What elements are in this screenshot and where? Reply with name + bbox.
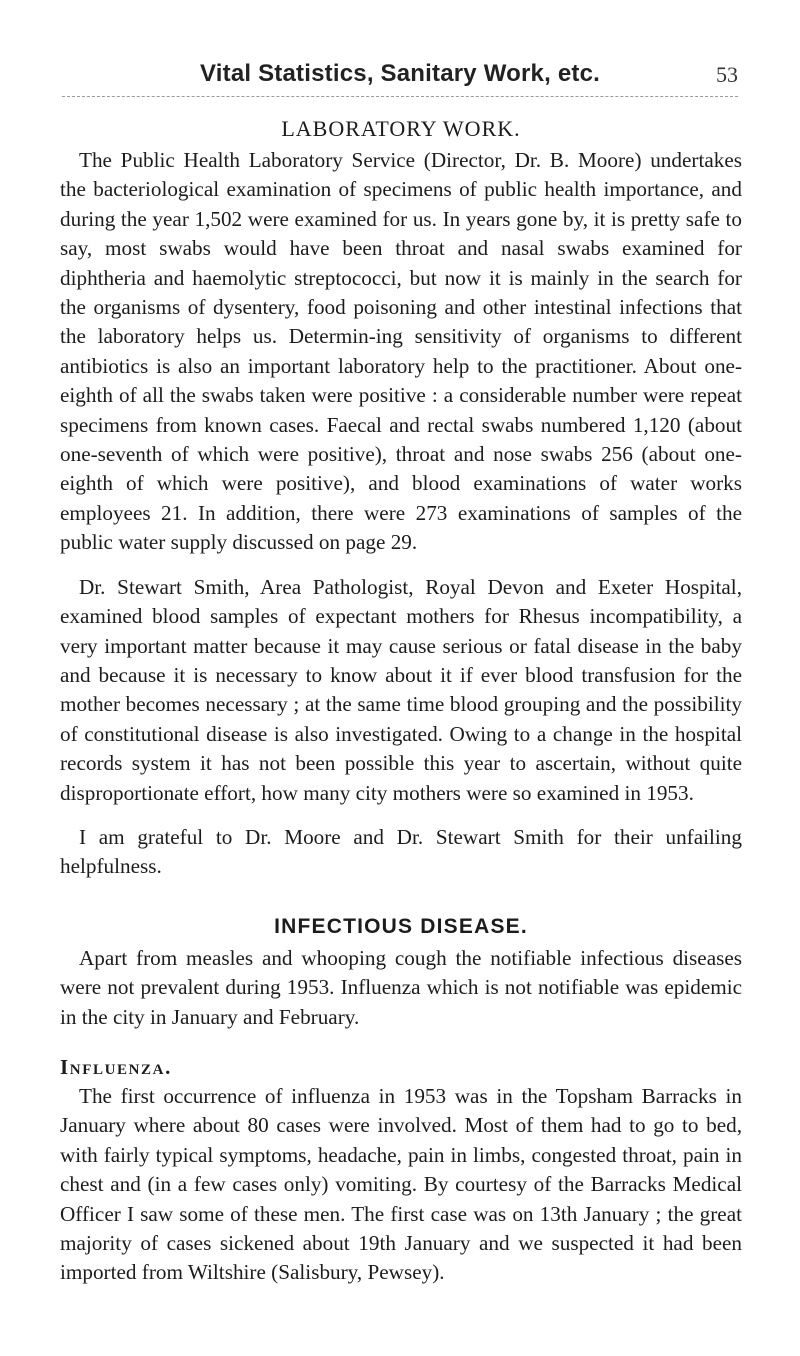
page-number: 53 [716, 62, 738, 87]
running-head [60, 56, 740, 90]
paragraph-gap [60, 558, 742, 573]
laboratory-paragraph-3: I am grateful to Dr. Moore and Dr. Stewart Smith for their unfailing helpfulness. [60, 824, 742, 879]
paragraph-gap [60, 808, 742, 823]
infectious-disease-paragraph: Apart from measles and whooping cough the notifiable infectious diseases were not prevalent during 1953. Influenza which is not notifiable was epidemic in the city in January and February. [60, 945, 742, 1029]
laboratory-work-heading: LABORATORY WORK. [281, 116, 521, 141]
influenza-paragraph: The first occurrence of influenza in 1953 was in the Topsham Barracks in January where about 80 cases were involved. Most of them had to go to bed, with fairly typical symptoms, headache, pain in limbs, congested throat, pain in chest and (in a few cases only) vomiting. By courtesy of the Barracks Medical Officer I saw some of these men. The first case was on 13th January ; the great majority of cases sickened about 19th January and we suspected it had been imported from Wiltshire (Salisbury, Pewsey). [60, 1083, 742, 1285]
laboratory-paragraph-2: Dr. Stewart Smith, Area Pathologist, Royal Devon and Exeter Hospital, examined blood samples of expectant mothers for Rhesus incompatibility, a very important matter because it may cause serious or fatal disease in the baby and because it is necessary to know about it if ever blood transfusion for the mother becomes necessary ; at the same time blood grouping and the possibility of constitutional disease is also investigated. Owing to a change in the hospital records system it has not been possible this year to ascertain, without quite disproportionate effort, how many city mothers were so examined in 1953. [60, 574, 742, 805]
header-rule [62, 96, 738, 97]
influenza-subheading: Influenza. [60, 1054, 172, 1079]
laboratory-paragraph-1: The Public Health Laboratory Service (Director, Dr. B. Moore) undertakes the bacteriological examination of specimens of public health importance, and during the year 1,502 were examined for us. In years gone by, it is pretty safe to say, most swabs would have been throat and nasal swabs examined for diphtheria and haemolytic streptococci, but now it is mainly in the search for the organisms of dysentery, food poisoning and other intestinal infections that the laboratory helps us. Determin-ing sensitivity of organisms to different antibiotics is also an important laboratory help to the practitioner. About one-eighth of all the swabs taken were positive : a considerable number were repeat specimens from known cases. Faecal and rectal swabs numbered 1,120 (about one-seventh of which were positive), throat and nose swabs 256 (about one-eighth of which were positive), and blood examinations of water works employees 21. In addition, there were 273 examinations of samples of the public water supply discussed on page 29. [60, 148, 742, 555]
infectious-disease-heading: INFECTIOUS DISEASE. [274, 914, 528, 938]
page-body [60, 114, 742, 1288]
running-head-title: Vital Statistics, Sanitary Work, etc. [199, 60, 600, 87]
